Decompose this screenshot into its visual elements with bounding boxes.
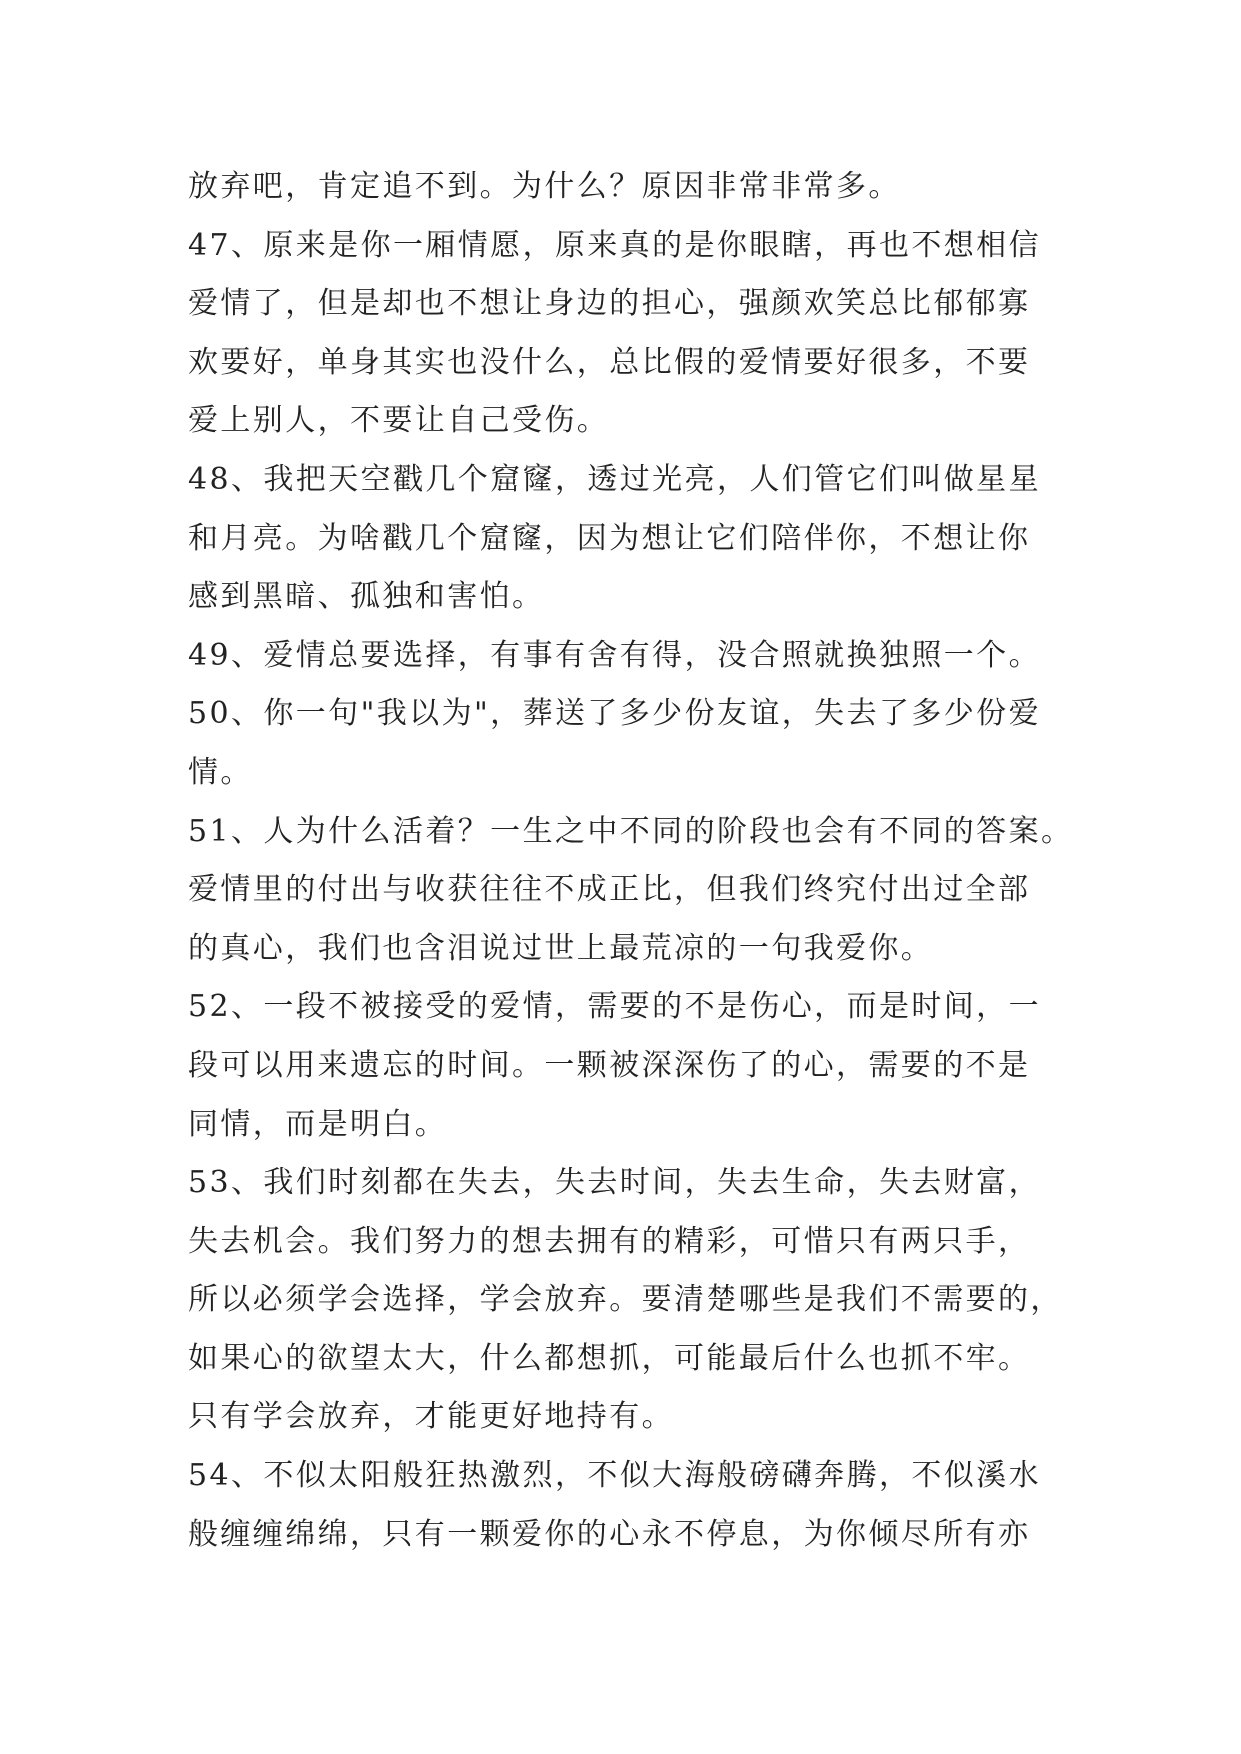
text-line: 爱情了，但是却也不想让身边的担心，强颜欢笑总比郁郁寡 — [188, 286, 1031, 322]
text-line: 失去机会。我们努力的想去拥有的精彩，可惜只有两只手， — [188, 1223, 1031, 1259]
text-line: 感到黑暗、孤独和害怕。 — [188, 579, 545, 615]
text-line: 般缠缠绵绵，只有一颗爱你的心永不停息，为你倾尽所有亦 — [188, 1516, 1031, 1552]
text-line: 的真心，我们也含泪说过世上最荒凉的一句我爱你。 — [188, 930, 934, 966]
text-line: 53、我们时刻都在失去，失去时间，失去生命，失去财富， — [188, 1165, 1041, 1201]
text-line: 51、人为什么活着？一生之中不同的阶段也会有不同的答案。 — [188, 813, 1074, 849]
text-line: 47、原来是你一厢情愿，原来真的是你眼瞎，再也不想相信 — [188, 227, 1041, 263]
text-line: 所以必须学会选择，学会放弃。要清楚哪些是我们不需要的， — [188, 1282, 1063, 1318]
text-line: 爱情里的付出与收获往往不成正比，但我们终究付出过全部 — [188, 872, 1031, 908]
text-line: 同情，而是明白。 — [188, 1106, 448, 1142]
text-line: 54、不似太阳般狂热激烈，不似大海般磅礴奔腾，不似溪水 — [188, 1458, 1041, 1494]
text-line: 和月亮。为啥戳几个窟窿，因为想让它们陪伴你，不想让你 — [188, 520, 1031, 556]
text-line: 如果心的欲望太大，什么都想抓，可能最后什么也抓不牢。 — [188, 1340, 1031, 1376]
text-line: 放弃吧，肯定追不到。为什么？原因非常非常多。 — [188, 169, 901, 204]
text-line: 只有学会放弃，才能更好地持有。 — [188, 1399, 674, 1435]
text-line: 爱上别人，不要让自己受伤。 — [188, 403, 610, 439]
text-line: 情。 — [188, 754, 253, 790]
text-line: 52、一段不被接受的爱情，需要的不是伤心，而是时间，一 — [188, 989, 1041, 1025]
text-line: 48、我把天空戳几个窟窿，透过光亮，人们管它们叫做星星 — [188, 461, 1041, 497]
text-line: 段可以用来遗忘的时间。一颗被深深伤了的心，需要的不是 — [188, 1047, 1031, 1083]
document-body — [188, 158, 1074, 1564]
text-line: 49、爱情总要选择，有事有舍有得，没合照就换独照一个。 — [188, 637, 1041, 673]
text-line: 50、你一句"我以为"，葬送了多少份友谊，失去了多少份爱 — [188, 696, 1041, 732]
text-line: 欢要好，单身其实也没什么，总比假的爱情要好很多，不要 — [188, 344, 1031, 380]
